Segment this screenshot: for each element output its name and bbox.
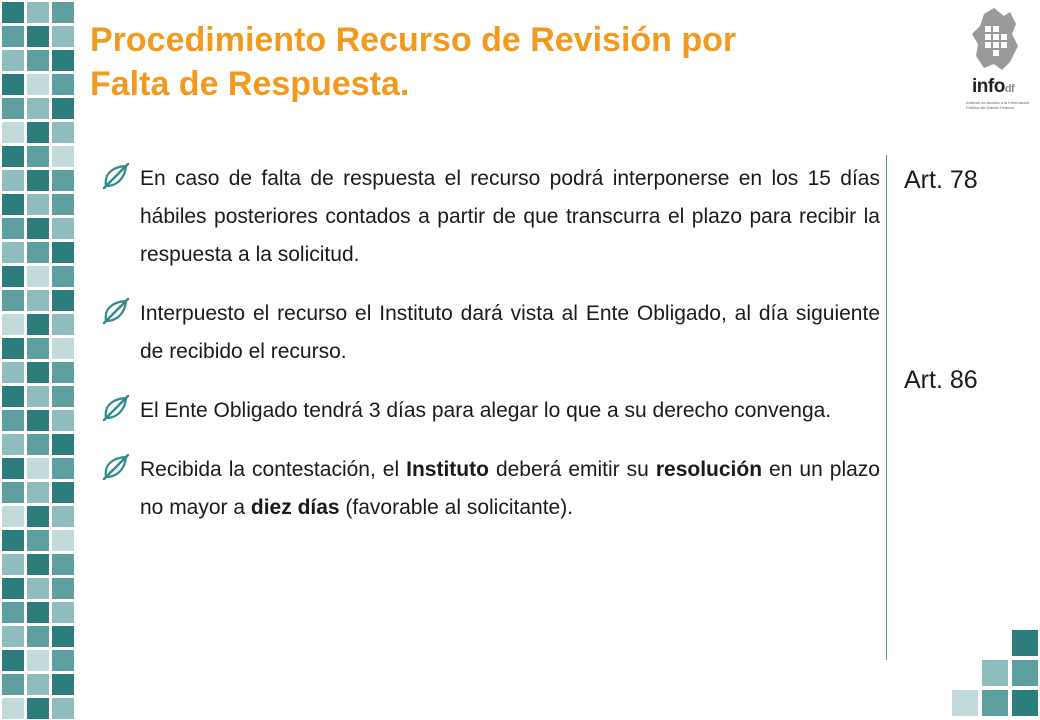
mosaic-tile [2,578,24,599]
text-segment: Recibida la contestación, el [140,458,407,481]
mosaic-tile [52,698,74,719]
mosaic-tile [52,26,74,47]
mosaic-tile [27,2,49,23]
mosaic-tile [52,554,74,575]
mosaic-tile [2,482,24,503]
corner-decorative-mosaic [950,630,1040,720]
mosaic-tile [52,578,74,599]
mosaic-tile [2,626,24,647]
mosaic-tile [52,122,74,143]
mosaic-tile [52,650,74,671]
mosaic-tile [52,98,74,119]
mosaic-tile [27,362,49,383]
mosaic-tile [52,338,74,359]
mosaic-tile [27,530,49,551]
mosaic-tile [2,674,24,695]
mosaic-tile [27,290,49,311]
bullet-item [100,295,880,371]
mosaic-tile [2,2,24,23]
mosaic-tile [2,146,24,167]
mosaic-tile [52,146,74,167]
mosaic-tile [27,218,49,239]
bold-phrase: Instituto [406,458,489,481]
logo-subtitle: Instituto de Acceso a la Información Pública del Distrito Federal [966,100,1030,110]
bullet-text [140,392,880,430]
slide-title [90,18,950,106]
mosaic-tile [1012,660,1038,686]
mosaic-tile [52,674,74,695]
mosaic-tile [2,242,24,263]
mosaic-tile [52,482,74,503]
article-ref-86: Art. 86 [904,366,978,394]
mosaic-tile [52,2,74,23]
mosaic-tile [52,362,74,383]
mosaic-tile [2,458,24,479]
text-segment: El Ente Obligado tendrá 3 días para alegar lo que a su derecho convenga. [140,399,832,422]
mosaic-tile [2,554,24,575]
mosaic-tile [52,242,74,263]
bold-phrase: resolución [655,458,763,481]
text-segment: deberá emitir su [488,458,656,481]
title-line-2: Falta de Respuesta. [90,65,410,103]
mosaic-tile [27,602,49,623]
vertical-divider [886,155,887,660]
leaf-bullet-icon [100,295,140,327]
mosaic-tile [52,290,74,311]
mosaic-tile [1012,690,1038,716]
logo-suffix: df [1004,83,1015,95]
mosaic-tile [52,266,74,287]
mosaic-tile [27,266,49,287]
bullet-item [100,160,880,274]
mosaic-tile [52,74,74,95]
bullet-text [140,451,880,527]
mosaic-tile [52,506,74,527]
mosaic-tile [27,578,49,599]
mosaic-tile [2,218,24,239]
mosaic-tile [52,194,74,215]
mosaic-tile [2,74,24,95]
mosaic-tile [27,650,49,671]
mosaic-tile [2,386,24,407]
mosaic-tile [2,122,24,143]
mosaic-tile [27,626,49,647]
bullet-text [140,295,880,371]
mosaic-tile [952,690,978,716]
mosaic-tile [2,602,24,623]
article-ref-78: Art. 78 [904,166,978,194]
mosaic-tile [52,386,74,407]
mosaic-tile [27,434,49,455]
mosaic-tile [27,314,49,335]
mosaic-tile [982,660,1008,686]
mosaic-tile [27,458,49,479]
left-decorative-mosaic [0,0,78,720]
mosaic-tile [27,98,49,119]
mosaic-tile [27,242,49,263]
map-logo-icon [954,4,1034,76]
mosaic-tile [27,698,49,719]
leaf-bullet-icon [100,392,140,424]
mosaic-tile [27,482,49,503]
mosaic-tile [52,410,74,431]
mosaic-tile [27,506,49,527]
mosaic-tile [2,650,24,671]
mosaic-tile [27,74,49,95]
mosaic-tile [2,338,24,359]
mosaic-tile [27,170,49,191]
mosaic-tile [27,146,49,167]
text-segment: en un plazo no mayor a [140,458,880,519]
mosaic-tile [52,314,74,335]
mosaic-tile [2,530,24,551]
leaf-bullet-icon [100,451,140,483]
mosaic-tile [982,690,1008,716]
mosaic-tile [27,554,49,575]
bullet-item [100,392,880,430]
mosaic-tile [2,314,24,335]
mosaic-tile [1012,630,1038,656]
bullet-list [100,160,880,548]
text-segment: (favorable al solicitante). [339,496,574,519]
mosaic-tile [27,674,49,695]
mosaic-tile [52,458,74,479]
text-segment: Interpuesto el recurso el Instituto dará vista al Ente Obligado, al día siguiente de recibido el recurso. [140,302,880,363]
mosaic-tile [2,362,24,383]
mosaic-tile [52,626,74,647]
mosaic-tile [52,602,74,623]
logo-word: info [972,76,1005,97]
bullet-item [100,451,880,527]
mosaic-tile [27,338,49,359]
mosaic-tile [27,122,49,143]
mosaic-tile [27,410,49,431]
mosaic-tile [52,50,74,71]
text-segment: En caso de falta de respuesta el recurso podrá interponerse en los 15 días hábiles posteriores contados a partir de que transcurra el plazo para recibir la respuesta a la solicitud. [140,167,880,266]
mosaic-tile [2,410,24,431]
leaf-bullet-icon [100,160,140,192]
mosaic-tile [27,194,49,215]
mosaic-tile [27,386,49,407]
mosaic-tile [27,26,49,47]
title-line-1: Procedimiento Recurso de Revisión por [90,21,737,59]
mosaic-tile [2,290,24,311]
mosaic-tile [2,50,24,71]
mosaic-tile [27,50,49,71]
mosaic-tile [52,530,74,551]
mosaic-tile [2,698,24,719]
mosaic-tile [2,26,24,47]
mosaic-tile [2,506,24,527]
mosaic-tile [2,434,24,455]
bold-phrase: diez días [250,496,340,519]
mosaic-tile [2,170,24,191]
mosaic-tile [52,434,74,455]
mosaic-tile [52,170,74,191]
mosaic-tile [2,266,24,287]
bullet-text [140,160,880,274]
mosaic-tile [52,218,74,239]
mosaic-tile [2,98,24,119]
logo-wordmark [972,76,1014,98]
mosaic-tile [2,194,24,215]
infodf-logo [954,4,1034,116]
